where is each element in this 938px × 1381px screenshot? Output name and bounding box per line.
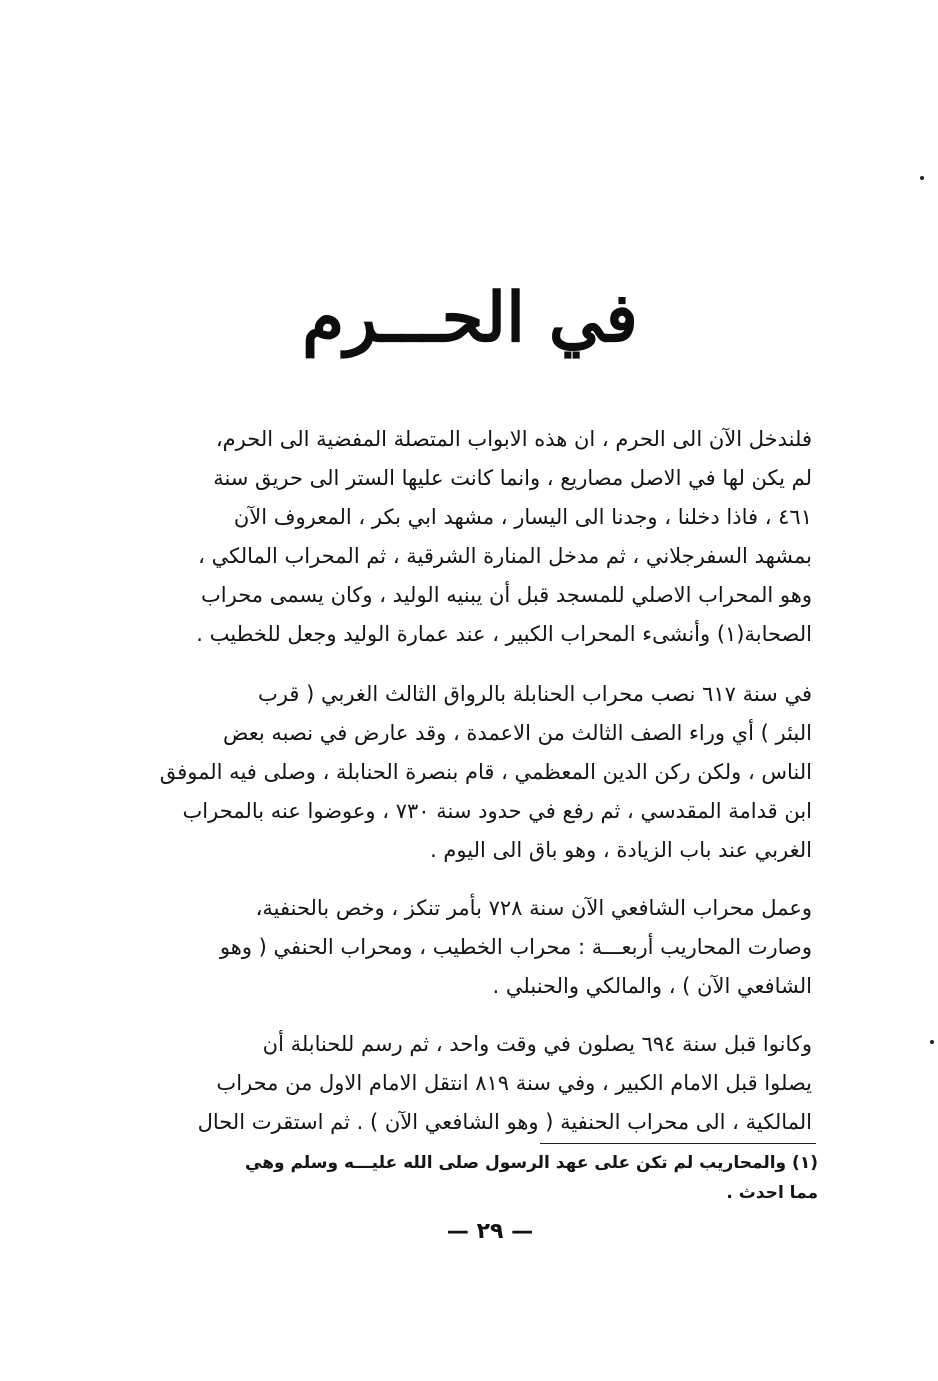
text-line: الناس ، ولكن ركن الدين المعظمي ، قام بنصرة الحنابلة ، وصلى فيه الموفق [160, 760, 812, 784]
footnote-line: (١) والمحاريب لم تكن على عهد الرسول صلى الله عليـــه وسلم وهي [245, 1153, 818, 1173]
text-line: بمشهد السفرجلاني ، ثم مدخل المنارة الشرقية ، ثم المحراب المالكي ، [198, 544, 812, 568]
text-line: يصلوا قبل الامام الكبير ، وفي سنة ٨١٩ انتقل الامام الاول من محراب [216, 1071, 812, 1095]
text-line: وعمل محراب الشافعي الآن سنة ٧٢٨ بأمر تنكز ، وخص بالحنفية، [255, 896, 812, 920]
footnote-divider [540, 1143, 816, 1144]
text-line: الشافعي الآن ) ، والمالكي والحنبلي . [492, 974, 812, 998]
paragraph-1 [160, 420, 812, 654]
text-line: ابن قدامة المقدسي ، ثم رفع في حدود سنة ٧٣٠ ، وعوضوا عنه بالمحراب [182, 799, 812, 823]
paragraph-2 [160, 675, 812, 870]
text-line: المالكية ، الى محراب الحنفية ( وهو الشافعي الآن ) . ثم استقرت الحال [197, 1110, 812, 1134]
text-line: فلندخل الآن الى الحرم ، ان هذه الابواب المتصلة المفضية الى الحرم، [215, 427, 812, 451]
scan-speck [930, 1040, 934, 1044]
text-line: ٤٦١ ، فاذا دخلنا ، وجدنا الى اليسار ، مشهد ابي بكر ، المعروف الآن [233, 505, 812, 529]
scan-speck [920, 176, 924, 180]
text-line: لم يكن لها في الاصل مصاريع ، وانما كانت عليها الستر الى حريق سنة [213, 466, 812, 490]
chapter-title: في الحـــرم [302, 278, 638, 358]
footnote-line: مما احدث . [726, 1183, 818, 1203]
footnote [164, 1148, 818, 1208]
text-line: في سنة ٦١٧ نصب محراب الحنابلة بالرواق الثالث الغربي ( قرب [258, 682, 812, 706]
paragraph-4 [160, 1025, 812, 1142]
text-line: الصحابة(١) وأنشىء المحراب الكبير ، عند عمارة الوليد وجعل للخطيب . [196, 622, 812, 646]
paragraph-3 [160, 889, 812, 1006]
text-line: الغربي عند باب الزيادة ، وهو باق الى اليوم . [430, 838, 812, 862]
text-line: وهو المحراب الاصلي للمسجد قبل أن يبنيه الوليد ، وكان يسمى محراب [201, 583, 812, 607]
text-line: وصارت المحاريب أربعـــة : محراب الخطيب ، ومحراب الحنفي ( وهو [219, 935, 812, 959]
text-line: البئر ) أي وراء الصف الثالث من الاعمدة ، وقد عارض في نصبه بعض [223, 721, 812, 745]
page-number: — ٢٩ — [446, 1219, 534, 1244]
text-line: وكانوا قبل سنة ٦٩٤ يصلون في وقت واحد ، ثم رسم للحنابلة أن [262, 1032, 812, 1056]
